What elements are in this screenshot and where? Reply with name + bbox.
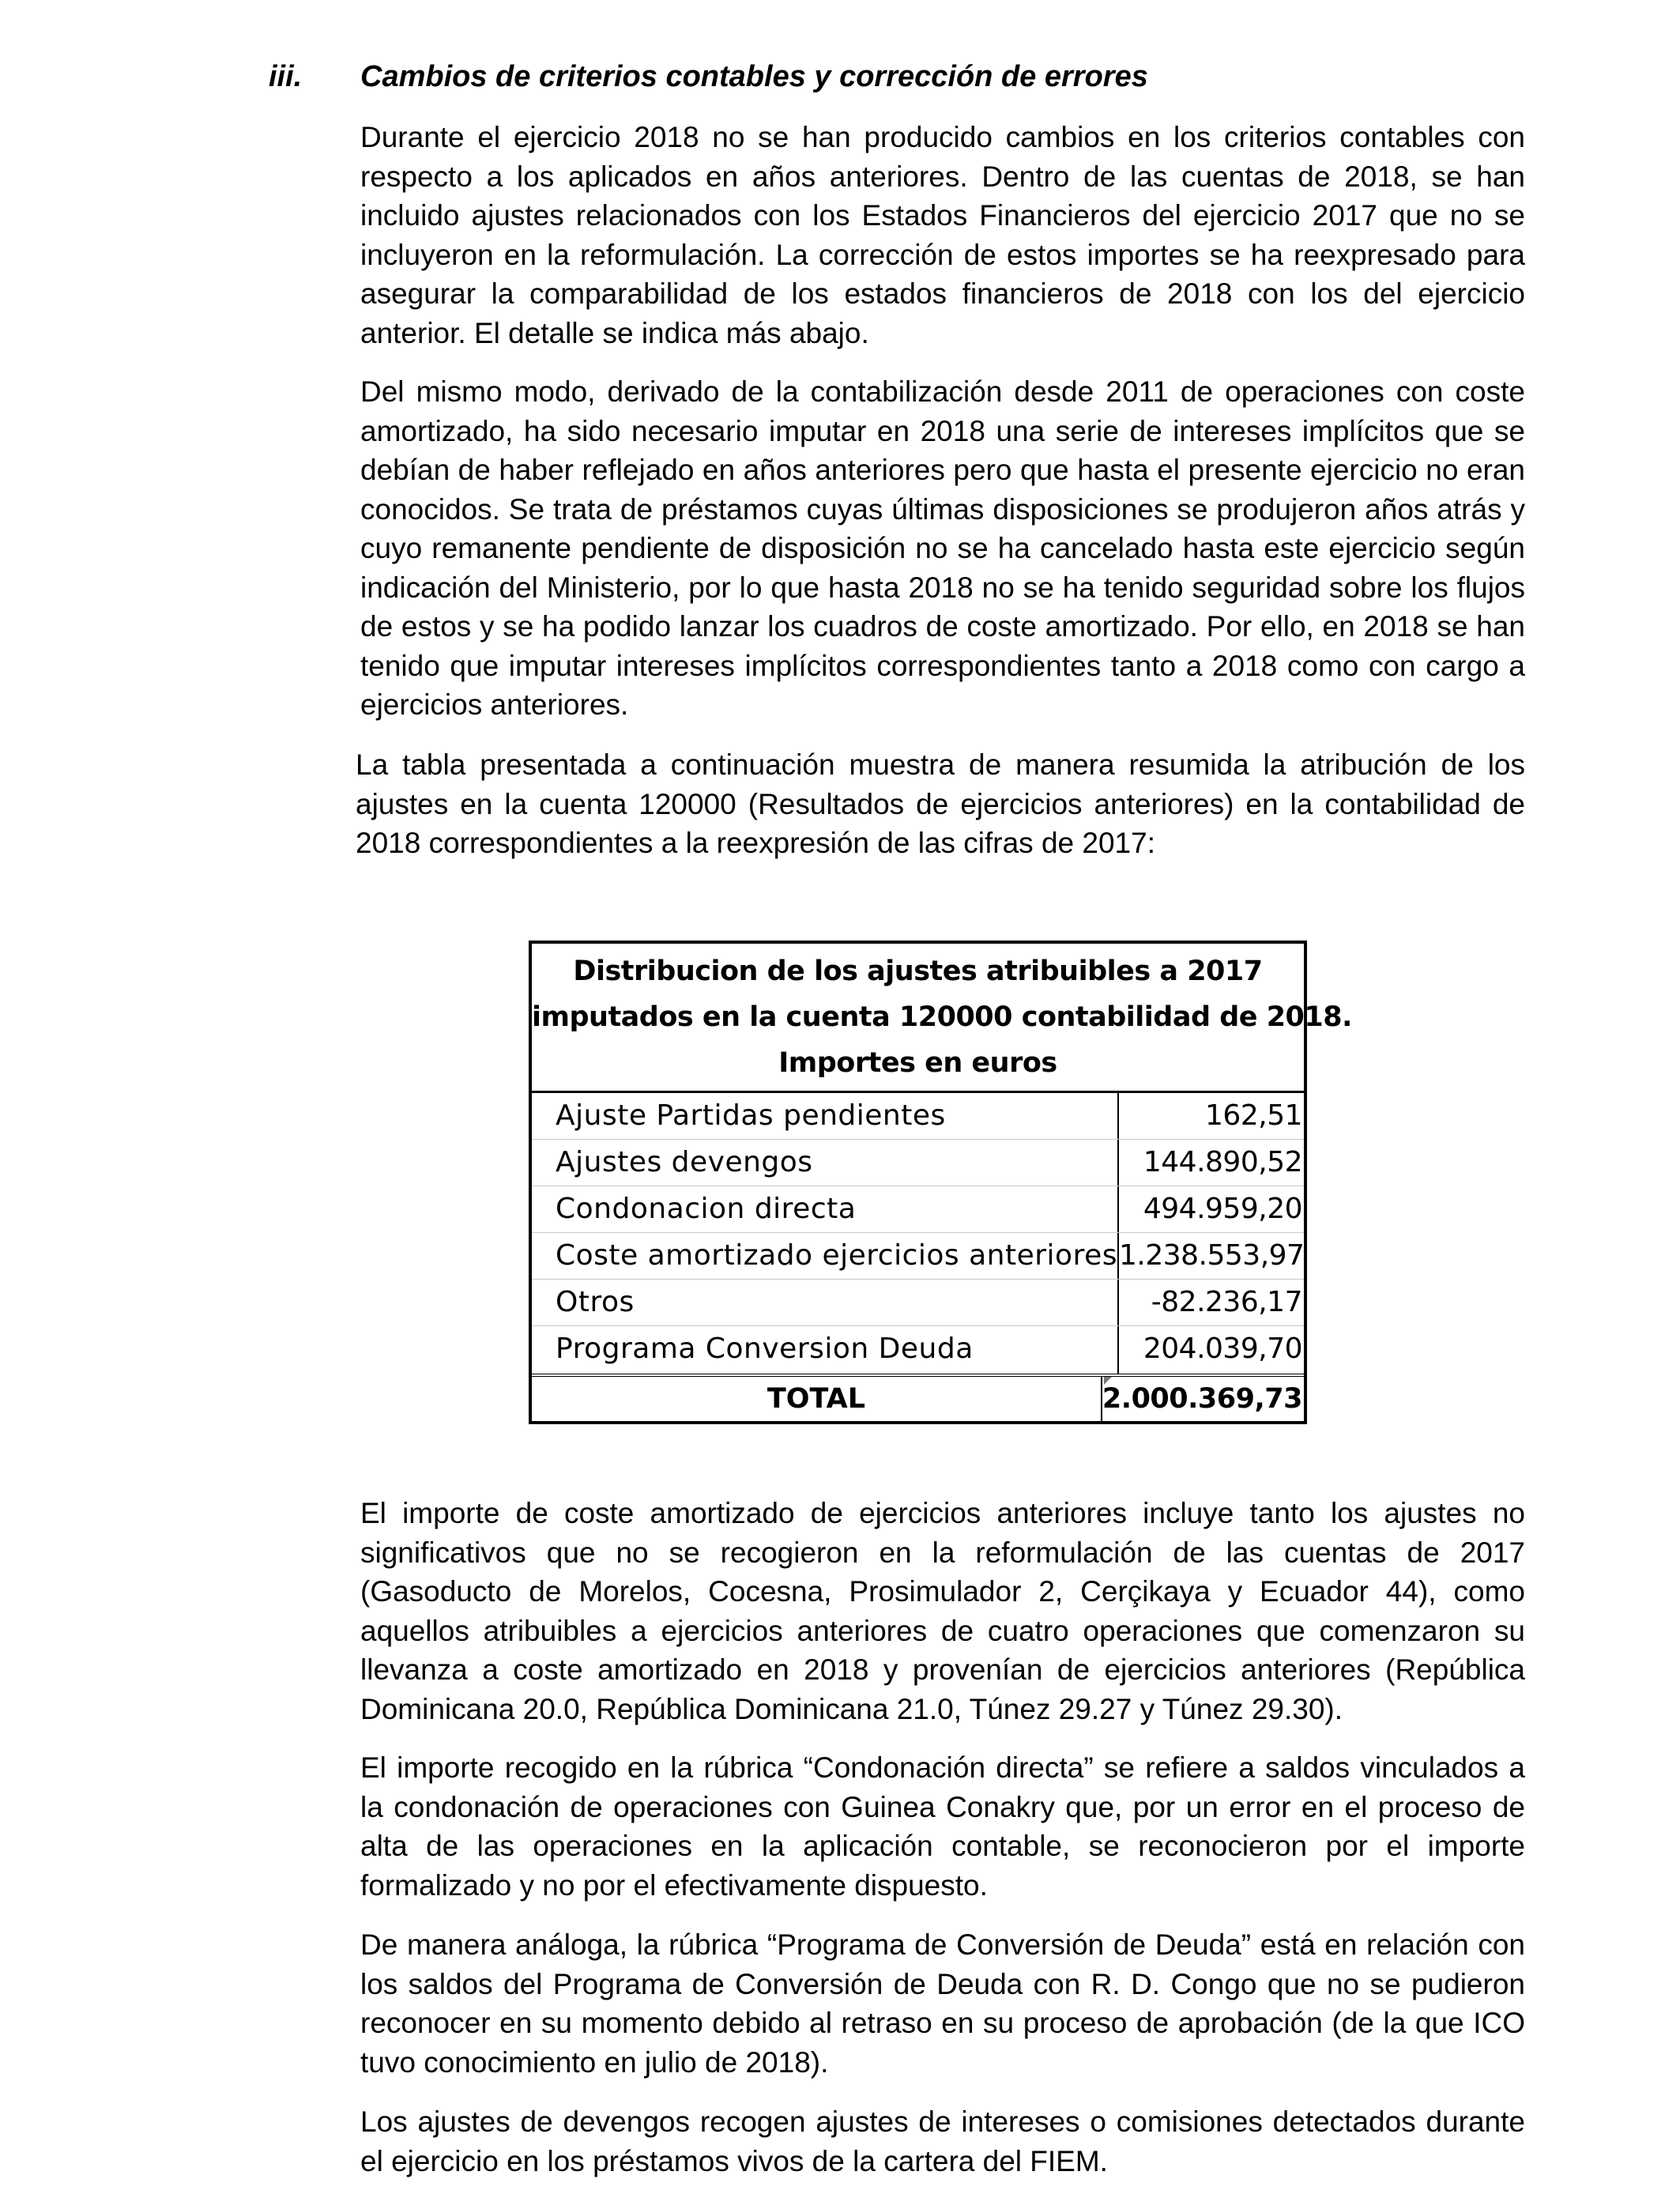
table-title-line: imputados en la cuenta 120000 contabilidad de 2018.	[532, 1001, 1352, 1033]
row-label: Condonacion directa	[532, 1186, 1119, 1232]
section-title: Cambios de criterios contables y corrección de errores	[360, 60, 1148, 93]
row-value: 1.238.553,97	[1118, 1239, 1305, 1272]
row-label: Coste amortizado ejercicios anteriores	[532, 1233, 1119, 1279]
paragraph-coste-detalle: El importe de coste amortizado de ejercicios anteriores incluye tanto los ajustes no significativos que no se recogieron en la reformulación de las cuentas de 2017 (Gasoducto de Morelos, Cocesna, Prosimulador 2, Cerçikaya y Ecuador 44), como aquellos atribuibles a ejercicios anteriores de cuatro operaciones que comenzaron su llevanza a coste amortizado en 2018 y provenían de ejercicios anteriores (República Dominicana 20.0, República Dominicana 21.0, Túnez 29.27 y Túnez 29.30).	[360, 1497, 1525, 1725]
row-label: Ajuste Partidas pendientes	[532, 1093, 1119, 1139]
total-label: TOTAL	[532, 1377, 1102, 1421]
adjustments-table	[529, 941, 1352, 1424]
paragraph-criterios: Durante el ejercicio 2018 no se han producido cambios en los criterios contables con respecto a los aplicados en años anteriores. Dentro de las cuentas de 2018, se han incluido ajustes relacionados con los Estados Financieros del ejercicio 2017 que no se incluyeron en la reformulación. La corrección de estos importes se ha reexpresado para asegurar la comparabilidad de los estados financieros de 2018 con los del ejercicio anterior. El detalle se indica más abajo.	[360, 121, 1525, 349]
paragraph-coste-amortizado: Del mismo modo, derivado de la contabilización desde 2011 de operaciones con coste amortizado, ha sido necesario imputar en 2018 una serie de intereses implícitos que se debían de haber reflejado en años anteriores pero que hasta el presente ejercicio no eran conocidos. Se trata de préstamos cuyas últimas disposiciones se produjeron años atrás y cuyo remanente pendiente de disposición no se ha cancelado hasta este ejercicio según indicación del Ministerio, por lo que hasta 2018 no se ha tenido seguridad sobre los flujos de estos y se ha podido lanzar los cuadros de coste amortizado. Por ello, en 2018 se han tenido que imputar intereses implícitos correspondientes tanto a 2018 como con cargo a ejercicios anteriores.	[360, 375, 1525, 721]
row-label: Programa Conversion Deuda	[532, 1326, 1119, 1374]
table-total-row	[532, 1377, 1304, 1421]
table-title-line: Distribucion de los ajustes atribuibles a 2017	[573, 956, 1263, 987]
table-title	[532, 944, 1352, 1093]
paragraph-devengos: Los ajustes de devengos recogen ajustes de intereses o comisiones detectados durante el ejercicio en los préstamos vivos de la cartera del FIEM.	[360, 2105, 1525, 2177]
section-heading	[269, 57, 1148, 96]
paragraph-tabla-intro: La tabla presentada a continuación muestra de manera resumida la atribución de los ajustes en la cuenta 120000 (Resultados de ejercicios anteriores) en la contabilidad de 2018 correspondientes a la reexpresión de las cifras de 2017:	[356, 748, 1525, 859]
row-value: 162,51	[1205, 1099, 1302, 1132]
row-label: Ajustes devengos	[532, 1140, 1119, 1186]
table-row	[532, 1326, 1304, 1377]
row-label: Otros	[532, 1280, 1119, 1325]
paragraph-conversion-deuda: De manera análoga, la rúbrica “Programa de Conversión de Deuda” está en relación con los saldos del Programa de Conversión de Deuda con R. D. Congo que no se pudieron reconocer en su momento debido al retraso en su proceso de aprobación (de la que ICO tuvo conocimiento en julio de 2018).	[360, 1928, 1525, 2079]
table-row	[532, 1186, 1304, 1233]
row-value: -82.236,17	[1151, 1286, 1302, 1318]
table-title-line: Importes en euros	[778, 1047, 1057, 1079]
total-value: 2.000.369,73	[1102, 1383, 1302, 1415]
table-row	[532, 1280, 1304, 1326]
row-value: 204.039,70	[1143, 1333, 1302, 1365]
table-row	[532, 1140, 1304, 1186]
paragraph-condonacion: El importe recogido en la rúbrica “Condonación directa” se refiere a saldos vinculados a la condonación de operaciones con Guinea Conakry que, por un error en el proceso de alta de las operaciones en la aplicación contable, se reconocieron por el importe formalizado y no por el efectivamente dispuesto.	[360, 1751, 1525, 1902]
row-value: 494.959,20	[1143, 1193, 1302, 1225]
section-number: iii.	[269, 60, 303, 93]
table-row	[532, 1233, 1304, 1280]
row-value: 144.890,52	[1143, 1146, 1302, 1178]
cell-comment-marker-icon	[1104, 1377, 1112, 1385]
table-row	[532, 1093, 1304, 1140]
total-value-cell	[1102, 1377, 1304, 1421]
